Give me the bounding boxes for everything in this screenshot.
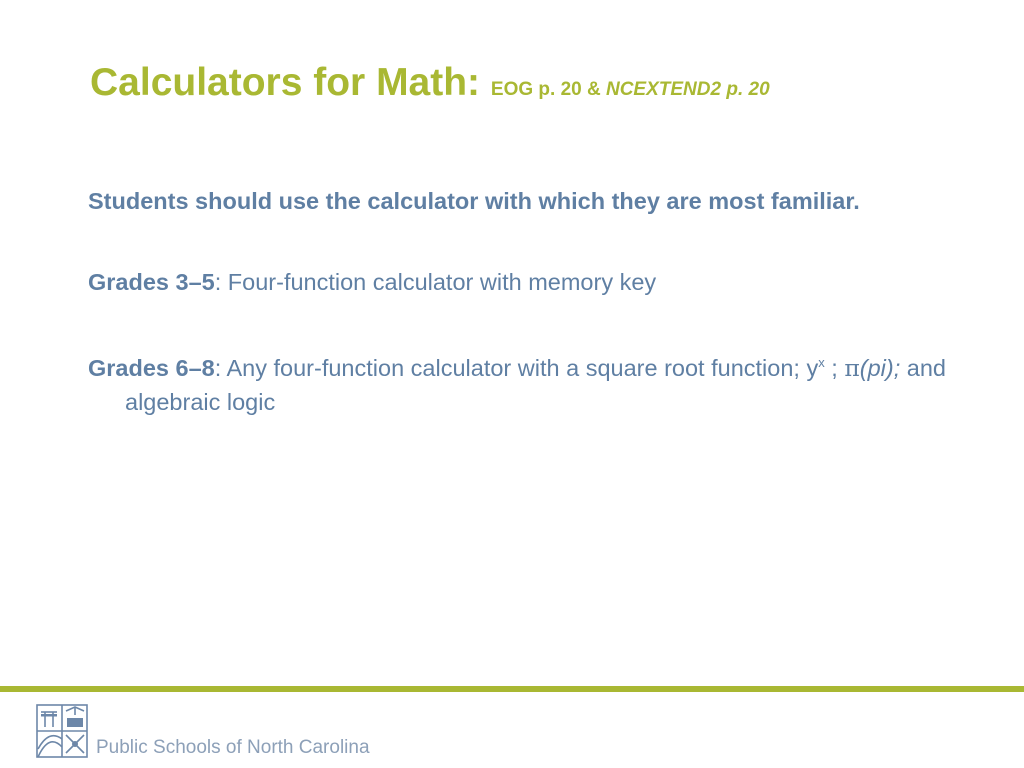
pi-label: (pi); [859,355,901,381]
nc-public-schools-logo-icon [35,703,89,759]
footer-divider [0,686,1024,692]
title-reference-eog: EOG p. 20 & [490,79,601,100]
paragraph-grades-3-5 [88,265,948,299]
slide-title [90,58,770,115]
footer-organization-name: Public Schools of North Carolina [96,737,370,758]
slide-body [88,184,948,466]
slide-title-reference [491,79,770,100]
slide-title-main: Calculators for Math: [90,61,481,104]
paragraph-calculator-familiarity: Students should use the calculator with which they are most familiar. [88,188,860,214]
algebraic-logic-text: and algebraic logic [125,355,946,415]
grades-3-5-label: Grades 3–5 [88,269,215,295]
grades-6-8-label: Grades 6–8 [88,355,215,381]
grades-3-5-text: : Four-function calculator with memory key [214,269,657,295]
grades-6-8-text: : Any four-function calculator with a square root function; y [214,355,819,381]
title-reference-ncextend2: NCEXTEND2 p. 20 [605,79,770,100]
exponent-superscript: x [818,355,825,370]
pi-symbol: π [844,354,860,382]
paragraph-grades-6-8 [88,346,948,419]
separator-text: ; [824,355,845,381]
